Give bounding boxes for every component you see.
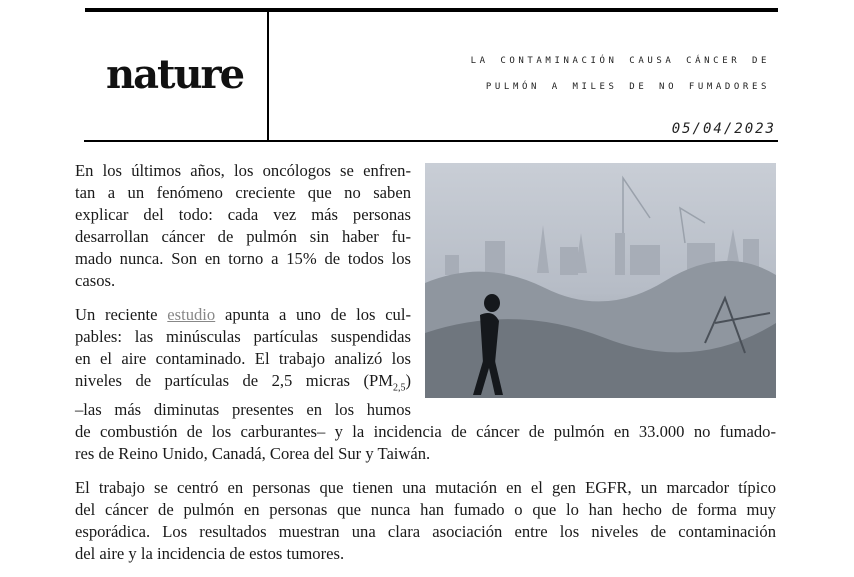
text: apunta a uno de los cul-: [215, 305, 411, 324]
text-line: En los últimos años, los oncólogos se enfren-: [75, 161, 411, 180]
text-line: del cáncer de pulmón en personas que nunca han fumado o que lo han hecho de forma muy: [75, 500, 776, 520]
header-divider: [267, 10, 269, 142]
paragraph-3: [75, 477, 776, 565]
text: Un reciente: [75, 305, 168, 324]
smog-city-photo: [425, 163, 776, 398]
text-line: pables: las minúsculas partículas suspendidas: [75, 327, 411, 346]
title-line-1: la contaminación causa cáncer de: [470, 51, 770, 67]
text: niveles de partículas de 2,5 micras (PM: [75, 371, 393, 390]
text-line: El trabajo se centró en personas que tienen una mutación en el gen EGFR, un marcador típico: [75, 478, 776, 498]
text-line: explicar del todo: cada vez más personas: [75, 205, 411, 224]
text-line: esporádica. Los resultados muestran una clara asociación entre los niveles de contaminación: [75, 522, 776, 542]
article-body: [75, 160, 776, 577]
subscript: 2,5: [392, 382, 406, 394]
article-title: [471, 46, 770, 98]
text-line: tan a un fenómeno creciente que no saben: [75, 183, 411, 202]
text: ): [405, 371, 411, 390]
study-link[interactable]: estudio: [167, 305, 216, 324]
header-bottom-rule: [84, 140, 778, 142]
text-line: res de Reino Unido, Canadá, Corea del Sur y Taiwán.: [75, 444, 431, 464]
text-line: del aire y la incidencia de estos tumores.: [75, 544, 345, 564]
text-line: desarrollan cáncer de pulmón sin haber fu-: [75, 227, 411, 246]
title-line-2: pulmón a miles de no fumadores: [485, 77, 770, 93]
text-line: en el aire contaminado. El trabajo analizó los: [75, 349, 411, 368]
text-line: de combustión de los carburantes– y la incidencia de cáncer de pulmón en 33.000 no fumado-: [75, 422, 776, 442]
text-line: mado nunca. Son en torno a 15% de todos los: [75, 249, 411, 268]
text-line: –las más diminutas presentes en los humos: [75, 400, 411, 420]
article-date: 05/04/2023: [671, 121, 776, 137]
text-line: casos.: [75, 271, 116, 290]
nature-logo: nature: [106, 51, 244, 98]
header-top-rule: [85, 8, 778, 12]
